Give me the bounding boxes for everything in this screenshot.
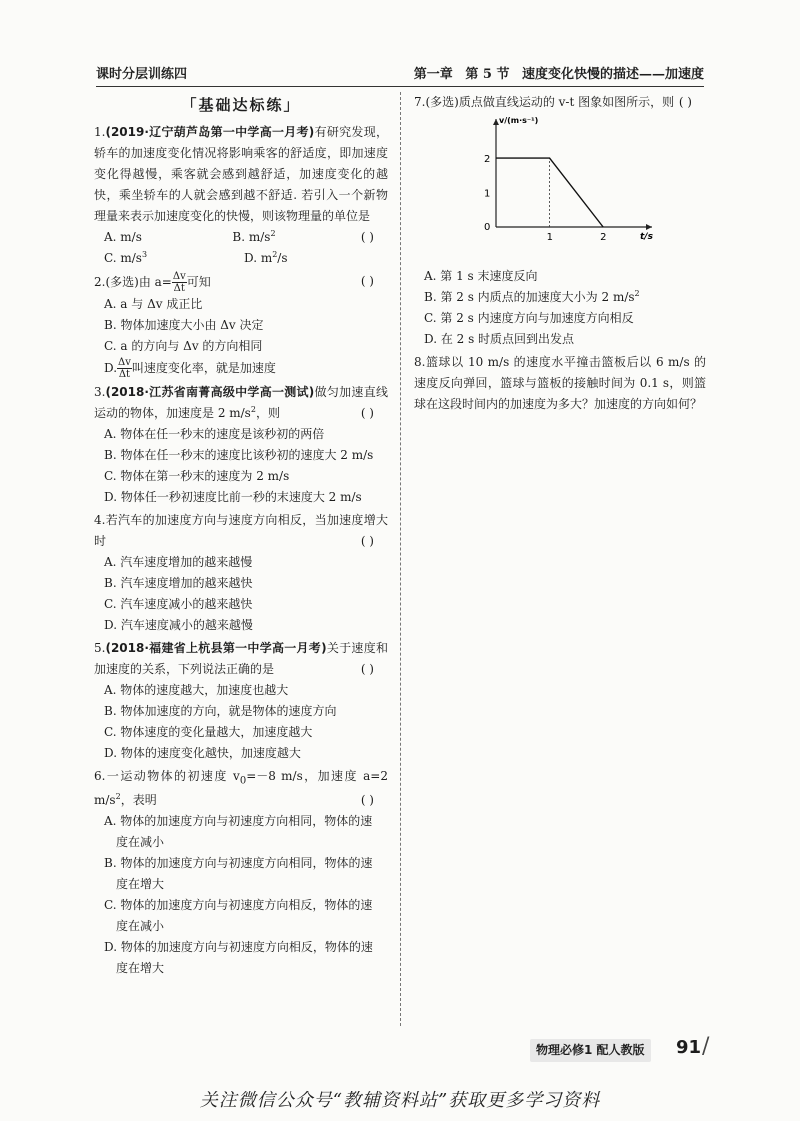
option-d: D. $\frac{\Delta v}{\Delta t}$ 叫速度变化率，就是加速度 [104,357,276,381]
option-b: B. 物体加速度的方向，就是物体的速度方向 [104,704,337,719]
option-c: C. $m/s^3$ [104,250,148,266]
y-tick-label: 2 [484,154,491,166]
option-d: D. 物体的加速度方向与初速度方向相反，物体的速 [104,940,373,955]
option-a: A. a 与 Δv 成正比 [104,297,203,312]
question-3 [94,382,388,508]
question-2-stem: 2.(多选)由 a= $\frac{\Delta v}{\Delta t}$ 可知 ( ) [94,271,374,295]
vt-graph [474,117,706,260]
question-3-stem: 3.(2018·江苏省南菁高级中学高一测试)做匀加速直线运动的物体，加速度是 2 $m/s^2$，则 ( ) [94,382,388,424]
origin-label: 0 [484,222,491,233]
header-chapter: 第一章 [413,67,453,82]
question-1 [94,122,388,269]
option-c: C. 汽车速度减小的越来越快 [104,597,253,612]
option-c-cont: 度在减小 [116,919,165,934]
section-title: 「基础达标练」 [181,96,301,114]
question-4 [94,510,388,636]
question-3-source: (2018·江苏省南菁高级中学高一测试) [105,385,315,400]
y-tick-label: 1 [484,188,491,200]
question-4-stem: 4.若汽车的加速度方向与速度方向相反，当加速度增大时 ( ) [94,510,388,552]
header-chapter-info [406,64,704,87]
question-1-options-row-1 [94,227,361,248]
option-a: A. 汽车速度增加的越来越慢 [104,555,253,570]
option-c: C. 物体在第一秒末的速度为 2 m/s [104,469,290,484]
option-b: B. 物体在任一秒末的速度比该秒初的速度大 2 m/s [104,448,374,463]
header-rule [96,86,704,87]
option-a: A. m/s [104,230,142,245]
footer-book-title: 物理必修1 配人教版 [530,1039,651,1062]
option-a-cont: 度在减小 [116,835,165,850]
answer-blank: ( ) [678,95,692,109]
answer-blank: ( ) [360,793,374,808]
question-6-stem: 6.一运动物体的初速度 $v_0=-8$ m/s，加速度 a=2 $m/s^2$，表明 ( ) [94,766,388,811]
option-c: C. 物体速度的变化量越大，加速度越大 [104,725,313,740]
question-1-options-row-2 [94,248,388,269]
option-d: D. 物体任一秒初速度比前一秒的末速度大 2 m/s [104,490,362,505]
answer-blank: ( ) [360,230,374,245]
header-section: 第 5 节 [465,67,510,82]
question-1-source: (2019·辽宁葫芦岛第一中学高一月考) [105,125,315,140]
option-b: B. 第 2 s 内质点的加速度大小为 2 $m/s^2$ [424,289,640,304]
option-d-cont: 度在增大 [116,961,165,976]
question-1-text: 有研究发现，轿车的加速度变化情况将影响乘客的舒适度，即加速度变化得越慢，乘客就会感到越舒适，加速度变化的越快，乘坐轿车的人就会感到越不舒适. 若引入一个新物理量来表示加速度变化的快慢，则该物理量的单位是 [94,125,388,224]
question-6 [94,766,388,979]
option-a: A. 第 1 s 末速度反向 [424,269,538,283]
option-b: B. 汽车速度增加的越来越快 [104,576,253,591]
x-tick-label: 1 [546,232,553,243]
x-axis-label: t/s [640,232,653,242]
option-b: B. $m/s^2$ [232,229,276,245]
option-c: C. 物体的加速度方向与初速度方向相反，物体的速 [104,898,373,913]
x-axis-arrow [646,224,652,230]
footer-slash: / [702,1034,710,1059]
option-d: D. 物体的速度变化越快，加速度越大 [104,746,301,761]
option-d: D. $m^2/s$ [244,250,288,266]
left-column [94,92,388,981]
option-d: D. 在 2 s 时质点回到出发点 [424,332,575,346]
question-5-source: (2018·福建省上杭县第一中学高一月考) [105,641,327,656]
option-c: C. a 的方向与 Δv 的方向相同 [104,339,263,354]
question-1-number: 1. [94,125,106,140]
promo-note: 关注微信公众号“教辅资料站”获取更多学习资料 [199,1090,601,1111]
option-b-cont: 度在增大 [116,877,165,892]
right-column [414,92,706,417]
page-number: 91 [676,1037,702,1058]
vt-series-line [496,158,603,227]
option-c: C. 第 2 s 内速度方向与加速度方向相反 [424,311,634,325]
question-7-stem: 7.(多选)质点做直线运动的 v-t 图象如图所示，则 ( ) [414,92,706,113]
column-divider [400,92,401,1026]
option-a: A. 物体在任一秒末的速度是该秒初的两倍 [104,427,325,442]
option-d: D. 汽车速度减小的越来越慢 [104,618,253,633]
y-axis-label: v/(m·s⁻¹) [499,117,539,125]
header-series-title: 课时分层训练四 [96,67,188,82]
x-tick-label: 2 [600,232,607,243]
fraction-dv-dt: $\frac{\Delta v}{\Delta t}$ [118,357,131,381]
question-8-stem: 8.篮球以 10 m/s 的速度水平撞击篮板后以 6 m/s 的速度反向弹回，篮球与篮板的接触时间为 0.1 s，则篮球在这段时间内的加速度为多大？加速度的方向如何？ [414,355,706,411]
answer-blank: ( ) [360,534,374,549]
question-5 [94,638,388,764]
answer-blank: ( ) [360,406,374,421]
fraction-dv-dt: $\frac{\Delta v}{\Delta t}$ [172,271,186,295]
option-b: B. 物体的加速度方向与初速度方向相同，物体的速 [104,856,373,871]
question-7 [414,92,706,350]
option-b: B. 物体加速度大小由 Δv 决定 [104,318,264,333]
question-2 [94,271,388,380]
question-8 [414,352,706,415]
answer-blank: ( ) [360,274,374,289]
option-a: A. 物体的速度越大，加速度也越大 [104,683,289,698]
answer-blank: ( ) [360,662,374,677]
option-a: A. 物体的加速度方向与初速度方向相同，物体的速 [104,814,373,829]
vt-graph-svg [474,117,654,253]
header-topic: 速度变化快慢的描述——加速度 [521,67,704,82]
question-5-stem: 5.(2018·福建省上杭县第一中学高一月考)关于速度和加速度的关系，下列说法正确的是 ( ) [94,638,388,680]
